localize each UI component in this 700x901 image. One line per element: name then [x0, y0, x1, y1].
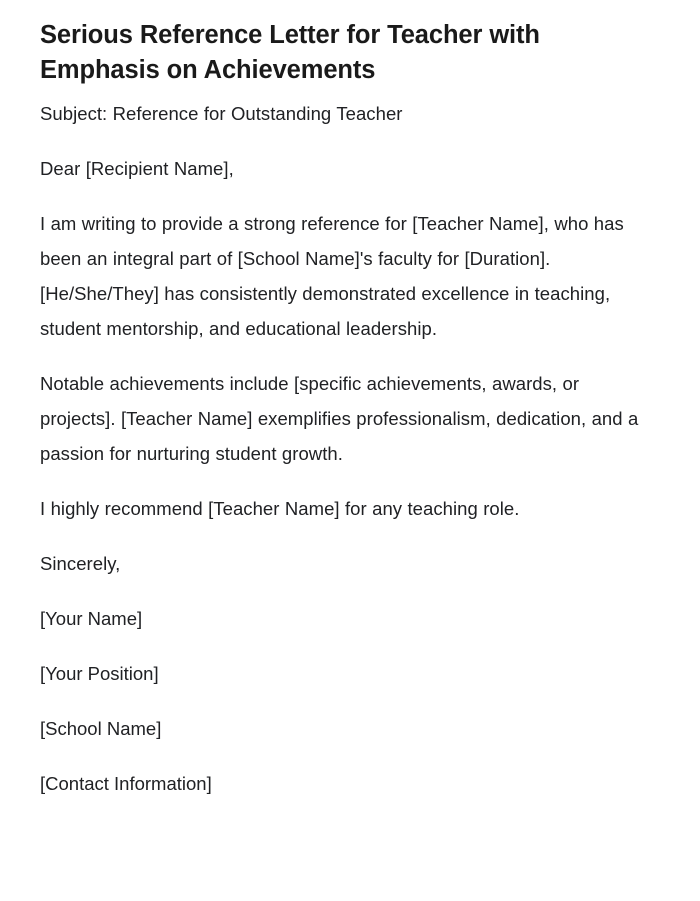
body-paragraph-1: I am writing to provide a strong reference for [Teacher Name], who has been an integral part of [School Name]'s faculty for [Duration]. [He/She/They] has consistently demonstrated excellence in teaching, student mentorship, and educational leadership. [40, 213, 624, 339]
subject-line: Subject: Reference for Outstanding Teacher [40, 103, 403, 124]
body-paragraph-3: I highly recommend [Teacher Name] for any teaching role. [40, 498, 520, 519]
page-title: Serious Reference Letter for Teacher with Emphasis on Achievements [40, 21, 540, 84]
signature-your-position: [Your Position] [40, 663, 159, 684]
closing: Sincerely, [40, 553, 121, 574]
signature-school-name: [School Name] [40, 718, 162, 739]
salutation: Dear [Recipient Name], [40, 158, 234, 179]
letter-body [40, 96, 640, 801]
signature-contact-information: [Contact Information] [40, 773, 212, 794]
body-paragraph-2: Notable achievements include [specific achievements, awards, or projects]. [Teacher Name] exemplifies professionalism, dedication, and a passion for nurturing student growth. [40, 373, 639, 464]
signature-your-name: [Your Name] [40, 608, 143, 629]
